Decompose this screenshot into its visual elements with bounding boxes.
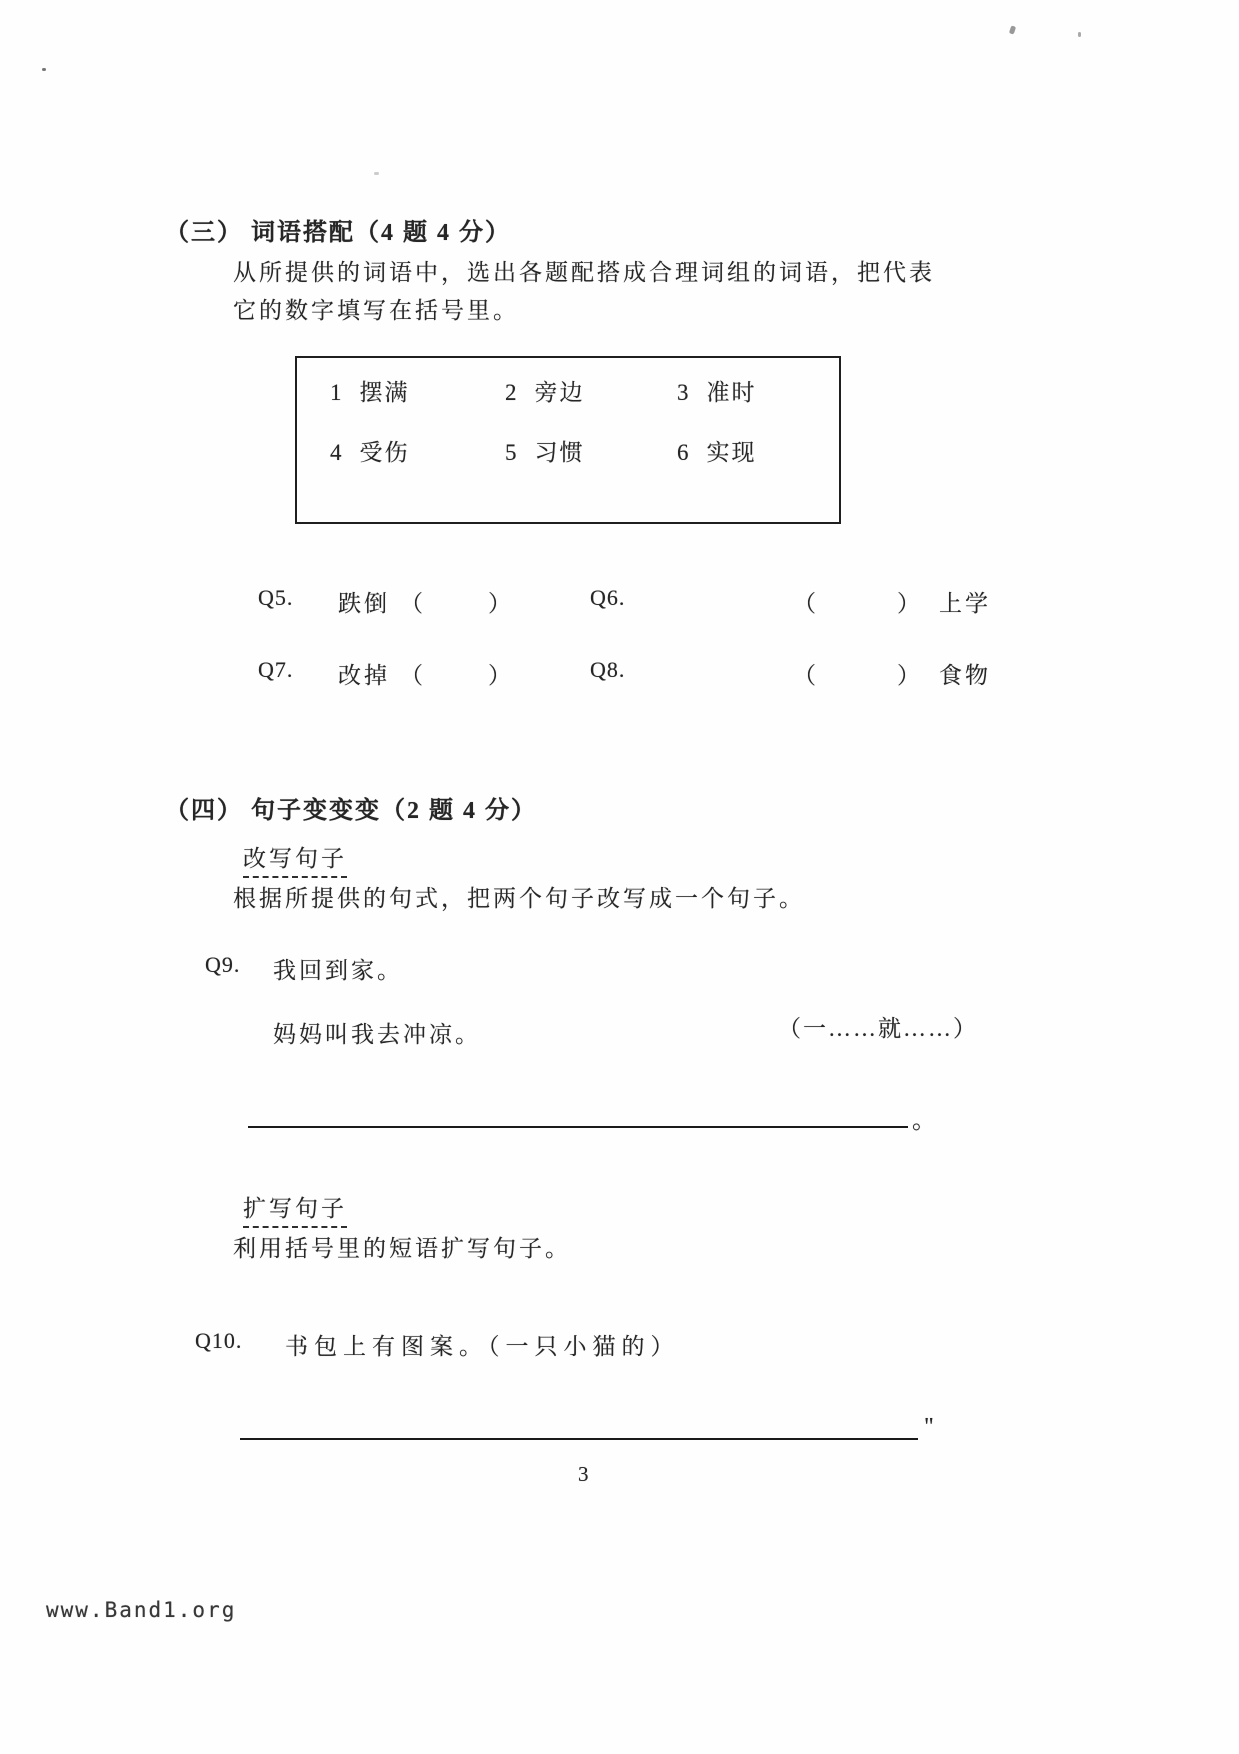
rewrite-instruction: 根据所提供的句式，把两个句子改写成一个句子。	[233, 886, 805, 911]
word-bank-number: 5	[505, 440, 519, 465]
q7-label: Q7.	[258, 657, 294, 682]
section4-heading: （四） 句子变变变（2 题 4 分）	[165, 798, 537, 824]
word-bank-item	[330, 374, 410, 407]
open-paren: （	[400, 591, 426, 616]
q7-content	[338, 657, 514, 690]
word-bank-number: 3	[677, 380, 691, 405]
close-paren: ）	[488, 591, 514, 616]
section3-instruction-line1: 从所提供的词语中，选出各题配搭成合理词组的词语，把代表	[233, 260, 935, 285]
close-paren: ）	[897, 663, 923, 688]
q9-label: Q9.	[205, 952, 241, 977]
word-bank-item	[677, 434, 757, 467]
q5-label: Q5.	[258, 585, 294, 610]
q5-word: 跌倒	[338, 591, 390, 616]
word-bank-number: 2	[505, 380, 519, 405]
scan-speck	[42, 68, 46, 71]
q8-content	[793, 657, 991, 690]
word-bank-word: 实现	[706, 440, 757, 465]
q8-word: 食物	[939, 663, 991, 688]
scan-speck	[1078, 32, 1081, 37]
answer-line-q9	[248, 1126, 908, 1128]
word-bank-number: 4	[330, 440, 344, 465]
expand-subheading: 扩写句子	[243, 1190, 347, 1228]
section3-heading: （三） 词语搭配（4 题 4 分）	[165, 220, 511, 246]
q9-sentence-2: 妈妈叫我去冲凉。	[273, 1022, 481, 1047]
word-bank-word: 摆满	[359, 380, 410, 405]
q6-content	[793, 585, 991, 618]
scan-speck	[1009, 25, 1016, 34]
q6-label: Q6.	[590, 585, 626, 610]
open-paren: （	[793, 591, 819, 616]
q10-label: Q10.	[195, 1328, 243, 1353]
word-bank-item	[330, 434, 410, 467]
word-bank-word: 受伤	[359, 440, 410, 465]
q8-label: Q8.	[590, 657, 626, 682]
word-bank-number: 1	[330, 380, 344, 405]
q9-sentence-1: 我回到家。	[273, 958, 403, 983]
word-bank-word: 准时	[706, 380, 757, 405]
close-paren: ）	[897, 591, 923, 616]
open-paren: （	[400, 663, 426, 688]
close-paren: ）	[488, 663, 514, 688]
rewrite-subheading: 改写句子	[243, 840, 347, 878]
page-number: 3	[578, 1462, 589, 1486]
word-bank-word: 习惯	[534, 440, 585, 465]
open-paren: （	[793, 663, 819, 688]
section3-instruction-line2: 它的数字填写在括号里。	[233, 298, 519, 323]
answer-line-q9-end-mark: 。	[912, 1108, 936, 1134]
q7-word: 改掉	[338, 663, 390, 688]
footer-watermark: www.Band1.org	[46, 1598, 237, 1622]
word-bank-item	[505, 374, 585, 407]
word-bank-number: 6	[677, 440, 691, 465]
q9-pattern-hint: （一……就……）	[778, 1016, 978, 1041]
word-bank-item	[505, 434, 585, 467]
word-bank-box	[295, 356, 841, 524]
answer-line-q10-end-mark: "	[924, 1414, 934, 1440]
scan-speck	[374, 172, 379, 175]
word-bank-word: 旁边	[534, 380, 585, 405]
expand-instruction: 利用括号里的短语扩写句子。	[233, 1236, 571, 1261]
word-bank-item	[677, 374, 757, 407]
q6-word: 上学	[939, 591, 991, 616]
q5-content	[338, 585, 514, 618]
q10-sentence: 书包上有图案。（一只小猫的）	[285, 1334, 680, 1359]
answer-line-q10	[240, 1438, 918, 1440]
